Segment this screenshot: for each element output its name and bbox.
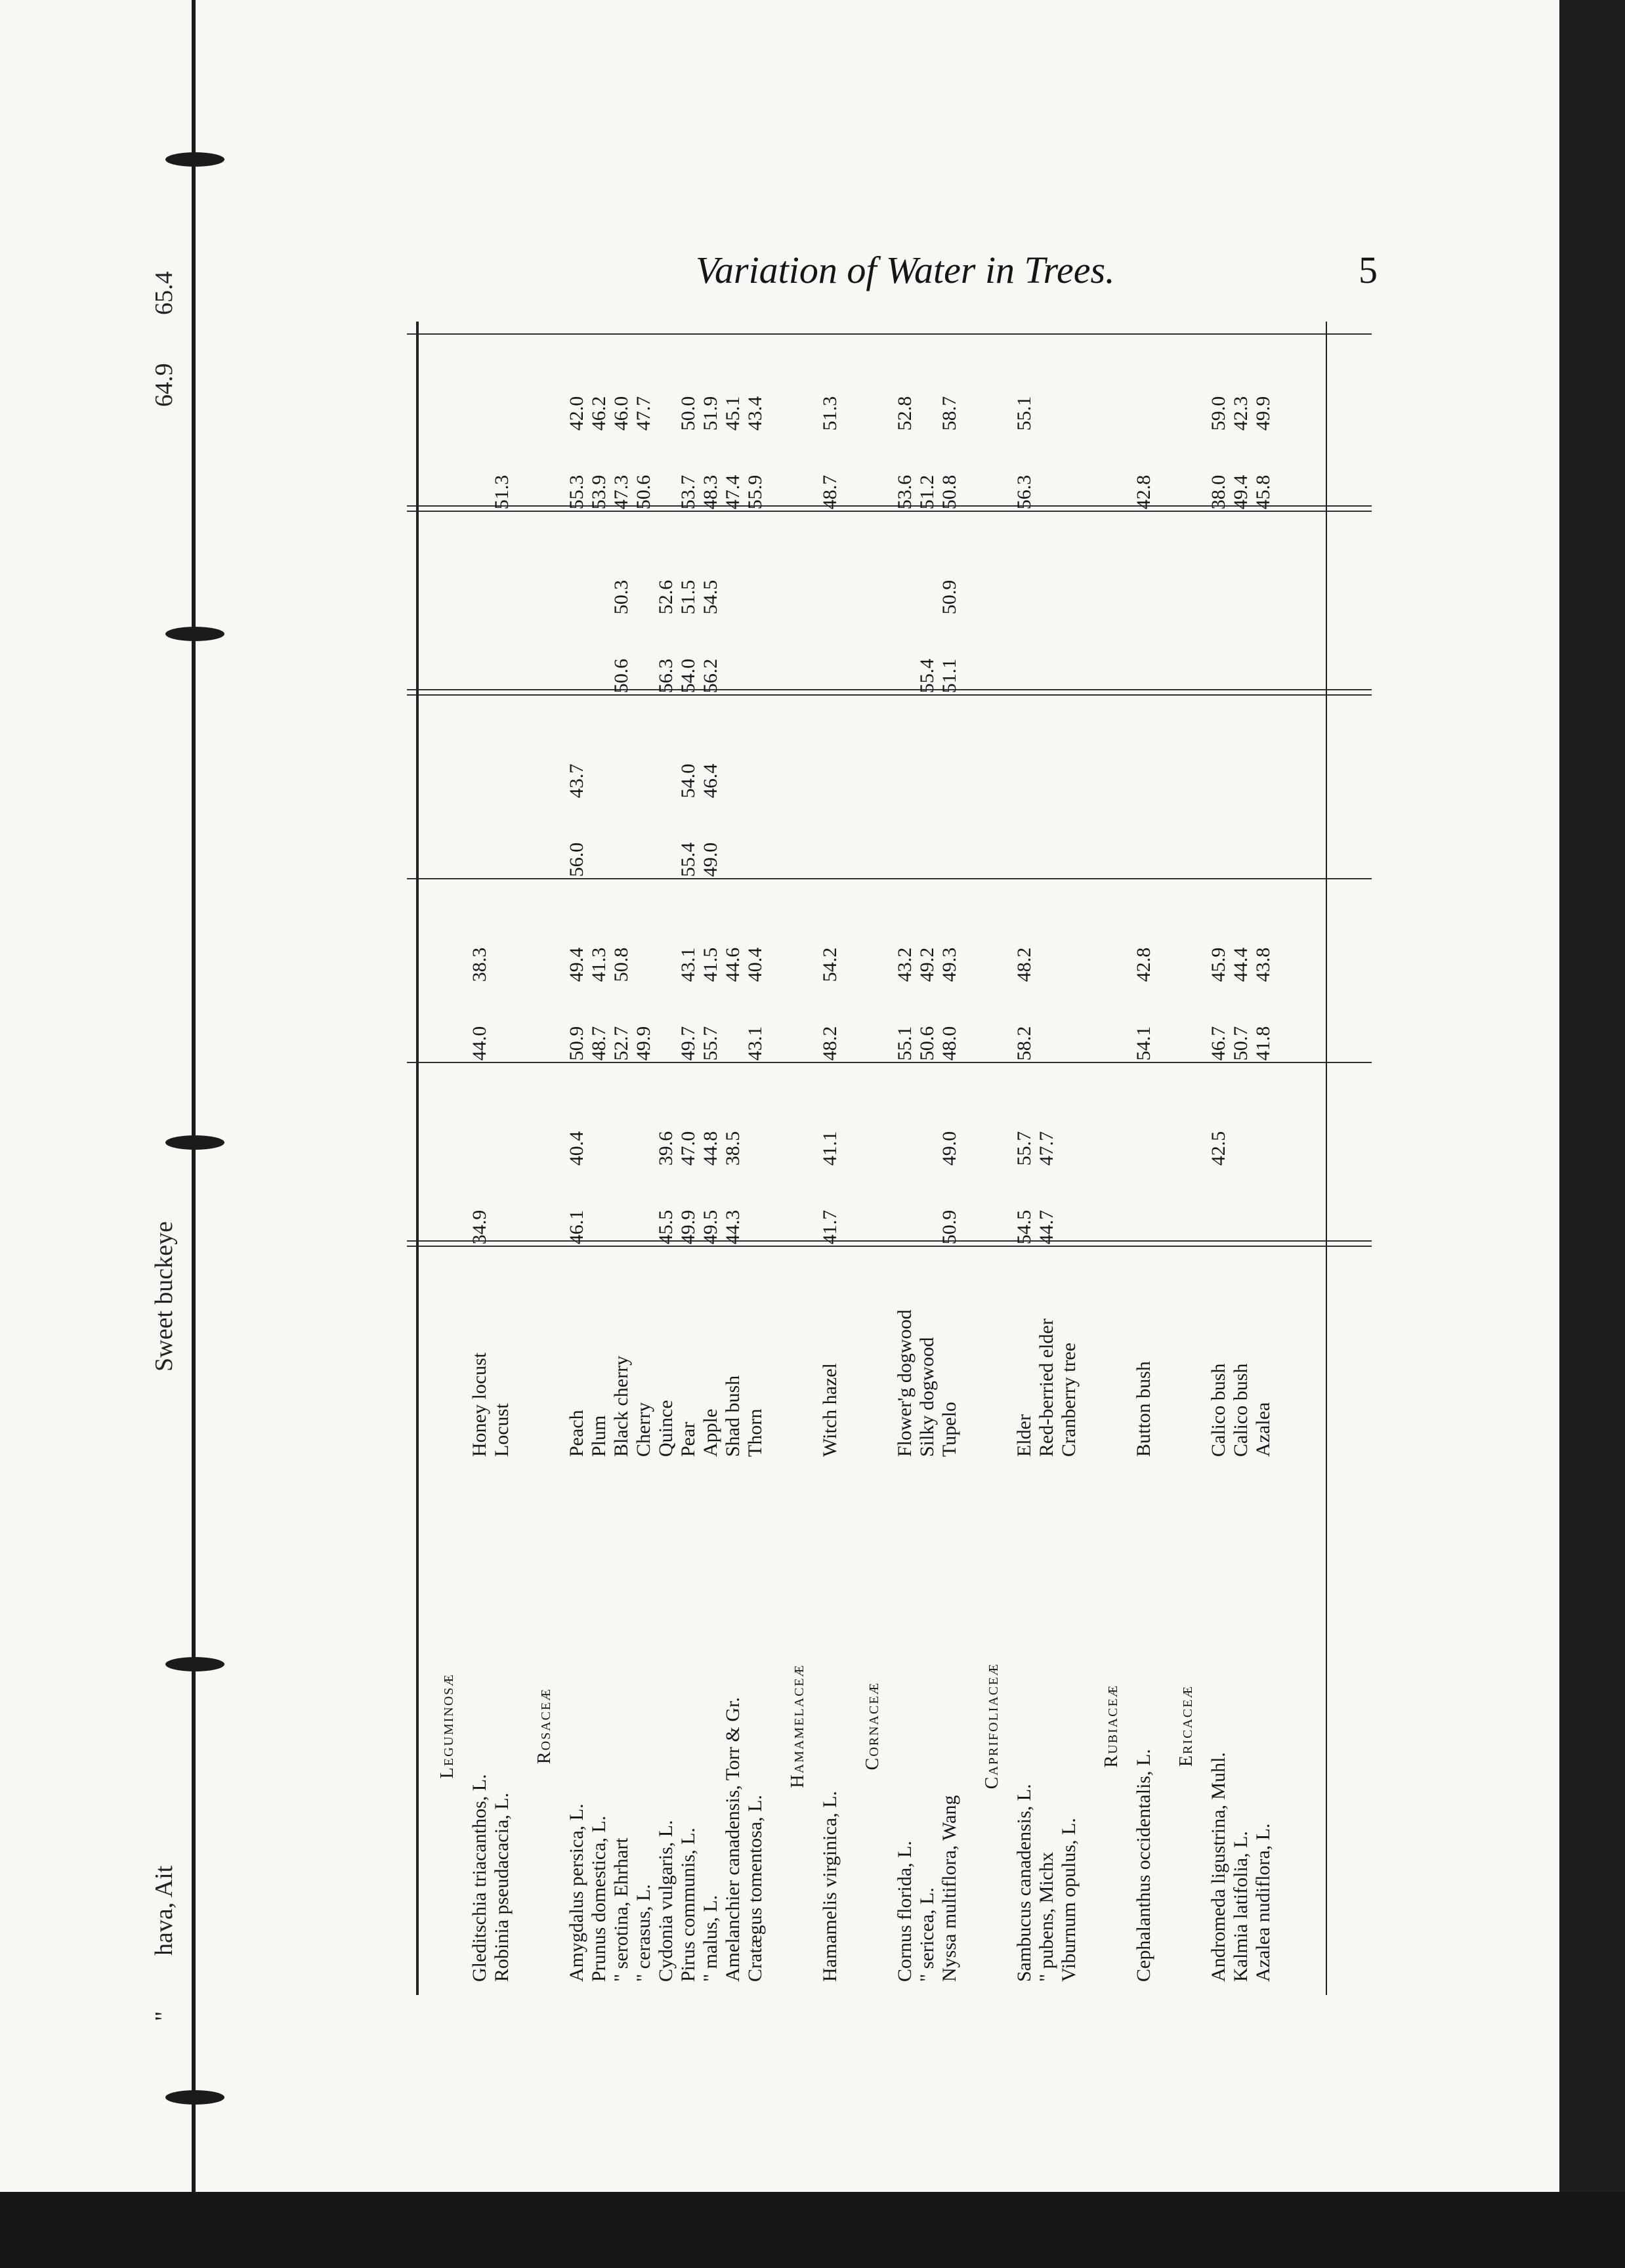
table-row	[700, 322, 722, 1995]
scientific-name: Amygdalus persica, L.	[566, 1803, 587, 1982]
family-heading: Rubiaceæ	[1101, 1684, 1122, 1768]
value-cell: 49.0	[700, 842, 721, 877]
common-name: Calico bush	[1230, 1363, 1252, 1457]
common-name: Cranberry tree	[1058, 1342, 1080, 1457]
scan-border	[0, 2192, 1625, 2268]
value-cell: 43.1	[677, 947, 699, 982]
common-name: Pear	[677, 1421, 699, 1457]
common-name: Tupelo	[939, 1402, 960, 1457]
value-cell: 52.7	[610, 1026, 632, 1061]
prev-page-text: "	[150, 2011, 178, 2021]
value-cell: 40.4	[566, 1131, 587, 1166]
common-name: Apple	[700, 1408, 721, 1457]
scientific-name: " pubens, Michx	[1036, 1851, 1057, 1982]
value-cell: 45.1	[722, 396, 744, 431]
value-cell: 55.4	[916, 658, 938, 694]
family-heading: Cornaceæ	[862, 1681, 883, 1771]
value-cell: 43.7	[566, 763, 587, 799]
common-name: Plum	[588, 1415, 610, 1457]
value-cell: 50.7	[1230, 1026, 1252, 1061]
value-cell: 51.3	[491, 474, 513, 510]
scientific-name: " cerasus, L.	[633, 1884, 654, 1982]
value-cell: 44.6	[722, 947, 744, 982]
value-cell: 50.8	[939, 474, 960, 510]
value-cell: 43.4	[744, 396, 766, 431]
value-cell: 54.2	[819, 947, 841, 982]
table-row	[491, 322, 513, 1995]
value-cell: 56.3	[1013, 474, 1035, 510]
value-cell: 51.5	[677, 579, 699, 615]
value-cell: 54.0	[677, 658, 699, 694]
family-heading: Rosaceæ	[534, 1687, 555, 1765]
value-cell: 48.7	[819, 474, 841, 510]
value-cell: 48.3	[700, 474, 721, 510]
common-name: Red-berried elder	[1036, 1318, 1057, 1457]
common-name: Flower'g dogwood	[894, 1309, 916, 1457]
value-cell: 42.5	[1208, 1131, 1229, 1166]
table-row	[655, 322, 677, 1995]
value-cell: 55.9	[744, 474, 766, 510]
common-name: Button bush	[1133, 1361, 1154, 1457]
table-row	[1208, 322, 1230, 1995]
value-cell: 55.4	[677, 842, 699, 877]
scientific-name: Sambucus canadensis, L.	[1013, 1784, 1035, 1982]
value-cell: 56.3	[655, 658, 677, 694]
value-cell: 49.3	[939, 947, 960, 982]
table-row	[939, 322, 961, 1995]
scientific-name: Gleditschia triacanthos, L.	[469, 1774, 490, 1982]
common-name: Silky dogwood	[916, 1337, 938, 1457]
value-cell: 41.1	[819, 1131, 841, 1166]
value-cell: 50.3	[610, 579, 632, 615]
value-cell: 50.8	[610, 947, 632, 982]
value-cell: 51.2	[916, 474, 938, 510]
value-cell: 51.3	[819, 396, 841, 431]
scientific-name: Azalea nudiflora, L.	[1252, 1823, 1274, 1982]
value-cell: 54.5	[700, 579, 721, 615]
binding-clip	[165, 2090, 224, 2105]
common-name: Quince	[655, 1400, 677, 1457]
value-cell: 44.0	[469, 1026, 490, 1061]
value-cell: 44.4	[1230, 947, 1252, 982]
scientific-name: Kalmia latifolia, L.	[1230, 1831, 1252, 1982]
value-cell: 49.4	[566, 947, 587, 982]
value-cell: 50.6	[610, 658, 632, 694]
scientific-name: Prunus domestica, L.	[588, 1815, 610, 1982]
family-heading: Ericaceæ	[1176, 1685, 1196, 1767]
scientific-name: Cydonia vulgaris, L.	[655, 1820, 677, 1982]
common-name: Locust	[491, 1403, 513, 1457]
table-row	[610, 322, 633, 1995]
value-cell: 38.3	[469, 947, 490, 982]
value-cell: 45.8	[1252, 474, 1274, 510]
value-cell: 49.7	[677, 1026, 699, 1061]
family-heading: Hamamelaceæ	[788, 1664, 808, 1788]
value-cell: 49.0	[939, 1131, 960, 1166]
value-cell: 49.4	[1230, 474, 1252, 510]
scientific-name: " malus, L.	[700, 1895, 721, 1982]
scientific-name: Cephalanthus occidentalis, L.	[1133, 1749, 1154, 1982]
value-cell: 44.3	[722, 1209, 744, 1245]
value-cell: 42.0	[566, 396, 587, 431]
table-row	[1133, 322, 1155, 1995]
scientific-name: Amelanchier canadensis, Torr & Gr.	[722, 1697, 744, 1982]
common-name: Witch hazel	[819, 1363, 841, 1457]
value-cell: 34.9	[469, 1209, 490, 1245]
table-row	[1252, 322, 1275, 1995]
value-cell: 52.8	[894, 396, 916, 431]
value-cell: 49.9	[677, 1209, 699, 1245]
prev-page-text: 64.9	[150, 363, 178, 407]
value-cell: 48.2	[819, 1026, 841, 1061]
table-top-rule	[416, 322, 419, 1995]
prev-page-text: 65.4	[150, 271, 178, 315]
value-cell: 50.0	[677, 396, 699, 431]
table-row	[819, 322, 841, 1995]
table-row	[1013, 322, 1036, 1995]
value-cell: 41.7	[819, 1209, 841, 1245]
scientific-name: " serotina, Ehrhart	[610, 1838, 632, 1982]
table-row	[916, 322, 939, 1995]
table-row	[722, 322, 744, 1995]
value-cell: 52.6	[655, 579, 677, 615]
scientific-name: Robinia pseudacacia, L.	[491, 1792, 513, 1982]
value-cell: 51.1	[939, 658, 960, 694]
common-name: Cherry	[633, 1402, 654, 1457]
value-cell: 54.5	[1013, 1209, 1035, 1245]
value-cell: 55.7	[1013, 1131, 1035, 1166]
value-cell: 53.7	[677, 474, 699, 510]
scientific-name: Pirus communis, L.	[677, 1827, 699, 1982]
value-cell: 53.6	[894, 474, 916, 510]
previous-page-fragment	[144, 131, 184, 2034]
table-row	[1230, 322, 1252, 1995]
value-cell: 41.8	[1252, 1026, 1274, 1061]
value-cell: 46.4	[700, 763, 721, 799]
value-cell: 43.2	[894, 947, 916, 982]
value-cell: 48.7	[588, 1026, 610, 1061]
table-row	[744, 322, 767, 1995]
scientific-name: Viburnum opulus, L.	[1058, 1818, 1080, 1982]
common-name: Shad bush	[722, 1375, 744, 1457]
scientific-name: Andromeda ligustrina, Muhl.	[1208, 1752, 1229, 1982]
common-name: Honey locust	[469, 1352, 490, 1457]
value-cell: 59.0	[1208, 396, 1229, 431]
value-cell: 44.7	[1036, 1209, 1057, 1245]
family-heading: Leguminosæ	[437, 1673, 457, 1779]
data-table	[433, 322, 1352, 1995]
family-heading: Caprifoliaceæ	[982, 1662, 1002, 1790]
binding-spine	[192, 0, 196, 2192]
table-row	[1058, 322, 1080, 1995]
table-row	[1036, 322, 1058, 1995]
value-cell: 58.2	[1013, 1026, 1035, 1061]
value-cell: 56.0	[566, 842, 587, 877]
value-cell: 40.4	[744, 947, 766, 982]
scientific-name: Nyssa multiflora, Wang	[939, 1795, 960, 1982]
value-cell: 55.7	[700, 1026, 721, 1061]
value-cell: 49.9	[633, 1026, 654, 1061]
value-cell: 46.0	[610, 396, 632, 431]
value-cell: 46.7	[1208, 1026, 1229, 1061]
scientific-name: Cornus florida, L.	[894, 1841, 916, 1982]
value-cell: 47.3	[610, 474, 632, 510]
value-cell: 48.2	[1013, 947, 1035, 982]
value-cell: 50.9	[939, 1209, 960, 1245]
table-row	[633, 322, 655, 1995]
value-cell: 45.5	[655, 1209, 677, 1245]
value-cell: 44.8	[700, 1131, 721, 1166]
value-cell: 55.1	[1013, 396, 1035, 431]
scan-border	[1559, 0, 1625, 2268]
value-cell: 47.0	[677, 1131, 699, 1166]
table-row	[566, 322, 588, 1995]
value-cell: 48.0	[939, 1026, 960, 1061]
table-row	[588, 322, 610, 1995]
value-cell: 42.8	[1133, 947, 1154, 982]
common-name: Calico bush	[1208, 1363, 1229, 1457]
value-cell: 54.1	[1133, 1026, 1154, 1061]
value-cell: 53.9	[588, 474, 610, 510]
value-cell: 47.7	[1036, 1131, 1057, 1166]
scientific-name: Cratægus tomentosa, L.	[744, 1795, 766, 1982]
common-name: Elder	[1013, 1414, 1035, 1457]
value-cell: 46.2	[588, 396, 610, 431]
common-name: Azalea	[1252, 1402, 1274, 1457]
value-cell: 50.6	[916, 1026, 938, 1061]
value-cell: 46.1	[566, 1209, 587, 1245]
value-cell: 56.2	[700, 658, 721, 694]
value-cell: 41.3	[588, 947, 610, 982]
running-title: Variation of Water in Trees.	[696, 249, 1115, 291]
common-name: Thorn	[744, 1408, 766, 1457]
value-cell: 49.5	[700, 1209, 721, 1245]
value-cell: 42.3	[1230, 396, 1252, 431]
value-cell: 55.3	[566, 474, 587, 510]
value-cell: 43.8	[1252, 947, 1274, 982]
value-cell: 45.9	[1208, 947, 1229, 982]
table-row	[677, 322, 700, 1995]
value-cell: 50.9	[939, 579, 960, 615]
value-cell: 47.7	[633, 396, 654, 431]
common-name: Black cherry	[610, 1355, 632, 1457]
value-cell: 38.5	[722, 1131, 744, 1166]
value-cell: 58.7	[939, 396, 960, 431]
value-cell: 42.8	[1133, 474, 1154, 510]
table-row	[469, 322, 491, 1995]
value-cell: 55.1	[894, 1026, 916, 1061]
scientific-name: " sericea, L.	[916, 1887, 938, 1982]
value-cell: 51.9	[700, 396, 721, 431]
table-bottom-rule	[1326, 322, 1327, 1995]
value-cell: 47.4	[722, 474, 744, 510]
value-cell: 49.9	[1252, 396, 1274, 431]
value-cell: 39.6	[655, 1131, 677, 1166]
prev-page-text: Sweet buckeye	[150, 1221, 178, 1372]
value-cell: 38.0	[1208, 474, 1229, 510]
value-cell: 54.0	[677, 763, 699, 799]
value-cell: 43.1	[744, 1026, 766, 1061]
common-name: Peach	[566, 1410, 587, 1457]
value-cell: 41.5	[700, 947, 721, 982]
table-row	[894, 322, 916, 1995]
value-cell: 50.6	[633, 474, 654, 510]
value-cell: 49.2	[916, 947, 938, 982]
scientific-name: Hamamelis virginica, L.	[819, 1790, 841, 1982]
value-cell: 50.9	[566, 1026, 587, 1061]
page-number: 5	[1359, 249, 1378, 291]
prev-page-text: hava, Ait	[150, 1865, 178, 1956]
